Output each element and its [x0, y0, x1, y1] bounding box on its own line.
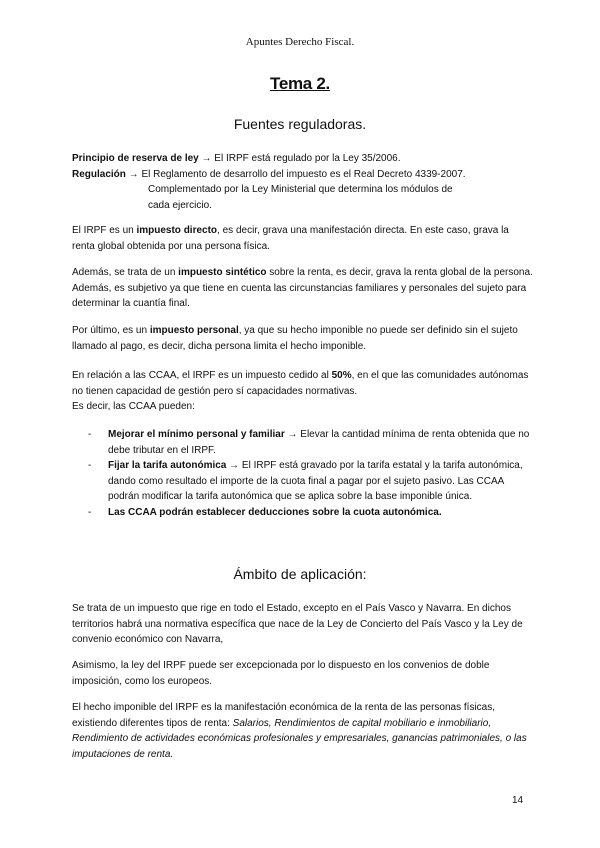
italic-text: Salarios, Rendimientos de capital mobiliario e inmobiliario, Rendimiento de actividades económicas profesionales y empresariales, ganancias patrimoniales, o las imputaciones de renta.	[72, 717, 527, 760]
text-run: Es decir, las CCAA pueden:	[72, 401, 195, 412]
text-run: Por último, es un	[72, 325, 150, 336]
regulacion-label: Regulación	[72, 168, 126, 180]
dash-marker: -	[88, 429, 92, 440]
page-number: 14	[512, 795, 524, 806]
dash-marker: -	[88, 506, 92, 518]
text-run: sobre la renta, es decir, grava la renta global de la persona. Además, es subjetivo ya que tiene en cuenta las circunstancias familiares y personales del sujeto para determinar la cuantía final.	[72, 267, 533, 309]
bold-term: impuesto sintético	[178, 267, 267, 278]
principio-text: → El IRPF está regulado por la Ley 35/2006.	[198, 153, 401, 164]
paragraph-impuesto-directo	[72, 223, 534, 254]
running-header: Apuntes Derecho Fiscal.	[245, 36, 355, 48]
bold-term: Mejorar el mínimo personal y familiar	[108, 429, 285, 440]
paragraph-ccaa	[72, 368, 534, 415]
bold-term: 50%	[331, 370, 352, 381]
bold-term: impuesto personal	[149, 325, 239, 336]
text-run: , es decir, grava una manifestación directa. En este caso, grava la renta global obtenida por una persona física.	[72, 225, 509, 252]
paragraph-impuesto-sintetico	[72, 265, 534, 312]
paragraph-hecho-imponible	[72, 700, 534, 762]
text-run: → El IRPF está gravado por la tarifa estatal y la tarifa autonómica, dando como resultado el importe de la cuota final a pagar por el sujeto pasivo. Las CCAA podrán modificar la tarifa autonómica que se aplica sobre la base imponible única.	[108, 460, 523, 502]
list-item	[72, 458, 534, 505]
text-run: , ya que su hecho imponible no puede ser definido sin el sujeto llamado al pago, es decir, dicha persona limita el hecho imponible.	[72, 325, 518, 352]
chapter-title: Tema 2.	[270, 74, 330, 93]
list-item	[72, 505, 534, 521]
bold-term: Fijar la tarifa autonómica	[108, 460, 227, 471]
ccaa-powers-list	[72, 427, 534, 520]
regulacion-text: → El Reglamento de desarrollo del impuesto es el Real Decreto 4339-2007.	[125, 168, 466, 180]
paragraph-impuesto-personal	[72, 323, 534, 354]
text-run: , en el que las comunidades autónomas no tienen capacidad de gestión pero sí capacidades normativas.	[72, 370, 529, 397]
text-run: El hecho imponible del IRPF es la manifestación económica de la renta de las personas físicas, existiendo diferentes tipos de renta:	[72, 702, 496, 729]
paragraph-ambito-territorial	[72, 601, 534, 648]
bold-term: impuesto directo	[136, 225, 218, 236]
text-run: Asimismo, la ley del IRPF puede ser excepcionada por lo dispuesto en los convenios de doble imposición, como los europeos.	[72, 660, 490, 687]
section-heading-fuentes: Fuentes reguladoras.	[233, 116, 367, 132]
list-item	[72, 427, 534, 458]
dash-marker: -	[88, 460, 92, 471]
paragraph-principio-regulacion	[72, 151, 534, 213]
paragraph-convenios	[72, 658, 534, 689]
text-run: En relación a las CCAA, el IRPF es un impuesto cedido al	[72, 370, 332, 381]
bold-term: Las CCAA podrán establecer deducciones sobre la cuota autonómica.	[108, 506, 442, 518]
text-run: El IRPF es un	[72, 225, 137, 236]
regulacion-continuation: Complementado por la Ley Ministerial que determina los módulos de cada ejercicio.	[148, 184, 453, 211]
text-run: Se trata de un impuesto que rige en todo el Estado, excepto en el País Vasco y Navarra. En dichos territorios habrá una normativa específica que nace de la Ley de Concierto del País Vasco y la Ley de convenio económico con Navarra,	[72, 603, 523, 645]
text-run: Además, se trata de un	[72, 267, 179, 278]
section-heading-ambito: Ámbito de aplicación:	[233, 566, 367, 582]
principio-label: Principio de reserva de ley	[72, 153, 199, 164]
text-run: → Elevar la cantidad mínima de renta obtenida que no debe tributar en el IRPF.	[108, 429, 530, 456]
